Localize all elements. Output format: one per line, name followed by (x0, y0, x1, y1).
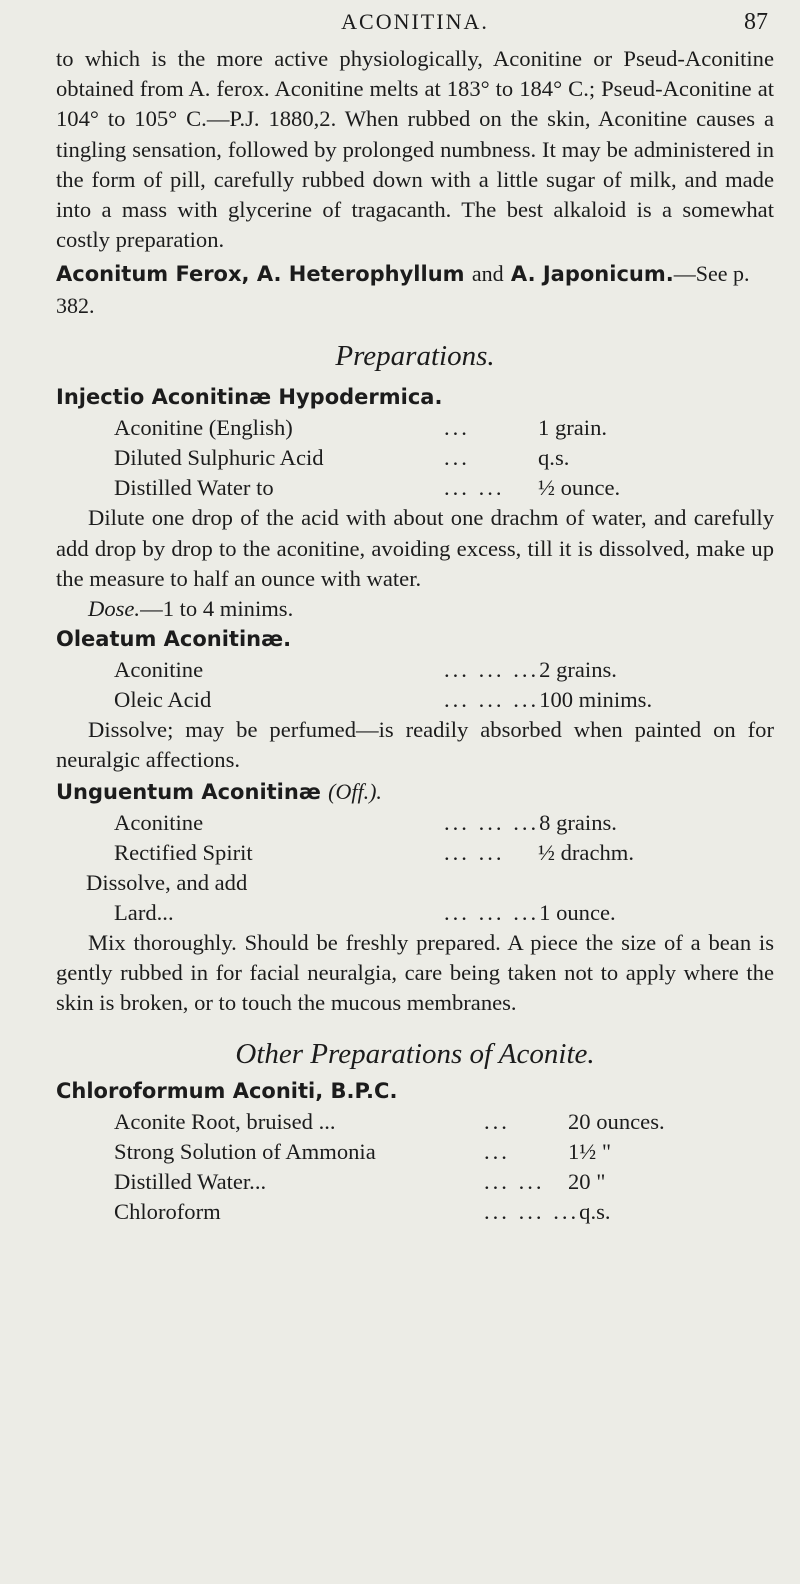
species-heading (56, 258, 774, 322)
formula-row (56, 1167, 774, 1197)
formula-row (56, 1197, 774, 1227)
formula-row (56, 898, 774, 928)
ingredient-name: Chloroform (114, 1199, 221, 1225)
leader-dots: ... ... ... (484, 1199, 580, 1225)
formula-row (56, 443, 774, 473)
leader-dots: ... ... ... (444, 657, 540, 683)
ingredient-name: Rectified Spirit (114, 839, 253, 865)
running-head-title: ACONITINA. (341, 9, 489, 34)
official-mark: (Off.). (328, 778, 382, 804)
ingredient-name: Aconite Root, bruised ... (114, 1109, 336, 1135)
leader-dots: ... (484, 1139, 510, 1165)
dose-value: —1 to 4 minims. (140, 596, 294, 622)
opening-paragraph: to which is the more active physiologically, Aconitine or Pseud-Aconitine obtained from A. ferox. Aconitine melts at 183° to 184° C.; Pseud-Aconitine at 104° to 105° C.—P.J. 1880,2. When rubbed on the skin, Aconitine causes a tingling sensation, followed by prolonged numbness. It may be administered in the form of pill, carefully rubbed down with a little sugar of milk, and made into a mass with glycerine of tragacanth. The best alkaloid is a somewhat costly preparation. (56, 46, 774, 253)
chloroformum-title: Chloroformum Aconiti, (56, 1079, 324, 1104)
injectio-heading: Injectio Aconitinæ Hypodermica. (56, 385, 443, 410)
species-names: Aconitum Ferox, A. Heterophyllum (56, 262, 465, 287)
ingredient-name: Distilled Water... (114, 1169, 267, 1195)
leader-dots: ... (484, 1109, 510, 1135)
ingredient-amount: q.s. (579, 1199, 611, 1225)
leader-dots: ... ... ... (444, 809, 540, 835)
injectio-dose (88, 594, 774, 624)
chloroformum-heading (56, 1076, 774, 1107)
oleatum-heading: Oleatum Aconitinæ. (56, 627, 292, 652)
ingredient-name: Aconitine (114, 657, 204, 683)
oleatum-directions: Dissolve; may be perfumed—is readily absorbed when painted on for neuralgic affections. (56, 717, 774, 773)
formula-row (56, 1137, 774, 1167)
leader-dots: ... ... ... (444, 687, 540, 713)
injectio-directions: Dilute one drop of the acid with about one drachm of water, and carefully add drop by drop to the aconitine, avoiding excess, till it is dissolved, make up the measure to half an ounce with water. (56, 505, 774, 591)
species-and: and (471, 261, 504, 287)
ingredient-name: Aconitine (114, 809, 204, 835)
leader-dots: ... ... (444, 839, 505, 865)
dose-label: Dose. (88, 596, 141, 622)
ingredient-amount: 8 grains. (539, 809, 617, 835)
injectio-formula (56, 413, 774, 503)
unguentum-directions: Mix thoroughly. Should be freshly prepared. A piece the size of a bean is gently rubbed in for facial neuralgia, care being taken not to apply where the skin is broken, or to touch the mucous membranes. (56, 929, 774, 1016)
ingredient-amount: q.s. (538, 445, 570, 471)
ingredient-amount: 1½ " (568, 1139, 612, 1165)
unguentum-formula (56, 808, 774, 868)
formula-row (56, 1107, 774, 1137)
other-preparations-title: Other Preparations of Aconite. (235, 1038, 595, 1071)
ingredient-amount: 1 grain. (538, 415, 608, 441)
ingredient-name: Oleic Acid (114, 687, 212, 713)
chloroformum-formula (56, 1107, 774, 1227)
formula-row (56, 655, 774, 685)
leader-dots: ... (444, 415, 470, 441)
ingredient-name: Diluted Sulphuric Acid (114, 445, 324, 471)
oleatum-formula (56, 655, 774, 715)
leader-dots: ... (444, 445, 470, 471)
ingredient-name: Aconitine (English) (114, 415, 293, 441)
formula-row (56, 685, 774, 715)
page-number: 87 (744, 9, 768, 35)
preparations-title: Preparations. (335, 340, 495, 373)
running-head (56, 4, 774, 40)
ingredient-amount: 2 grains. (539, 657, 617, 683)
body-text (56, 44, 774, 255)
ingredient-amount: 100 minims. (539, 687, 653, 713)
ingredient-name: Lard... (114, 899, 174, 925)
leader-dots: ... ... ... (444, 899, 540, 925)
formula-row (56, 838, 774, 868)
formula-row (56, 473, 774, 503)
ingredient-amount: ½ drachm. (538, 839, 634, 865)
unguentum-heading (56, 776, 774, 808)
ingredient-amount: 1 ounce. (539, 899, 616, 925)
species-names-2: A. Japonicum. (510, 262, 674, 287)
ingredient-amount: ½ ounce. (538, 475, 621, 501)
unguentum-dissolve: Dissolve, and add (86, 869, 248, 895)
ingredient-amount: 20 ounces. (568, 1109, 665, 1135)
ingredient-name: Strong Solution of Ammonia (114, 1139, 376, 1165)
bpc-mark: B.P.C. (330, 1079, 398, 1104)
leader-dots: ... ... (484, 1169, 545, 1195)
leader-dots: ... ... (444, 475, 505, 501)
formula-row (56, 413, 774, 443)
ingredient-name: Distilled Water to (114, 475, 274, 501)
ingredient-amount: 20 " (568, 1169, 606, 1195)
unguentum-title: Unguentum Aconitinæ (56, 779, 321, 804)
formula-row (56, 808, 774, 838)
species-see-reference: —See p. 382. (56, 261, 750, 319)
